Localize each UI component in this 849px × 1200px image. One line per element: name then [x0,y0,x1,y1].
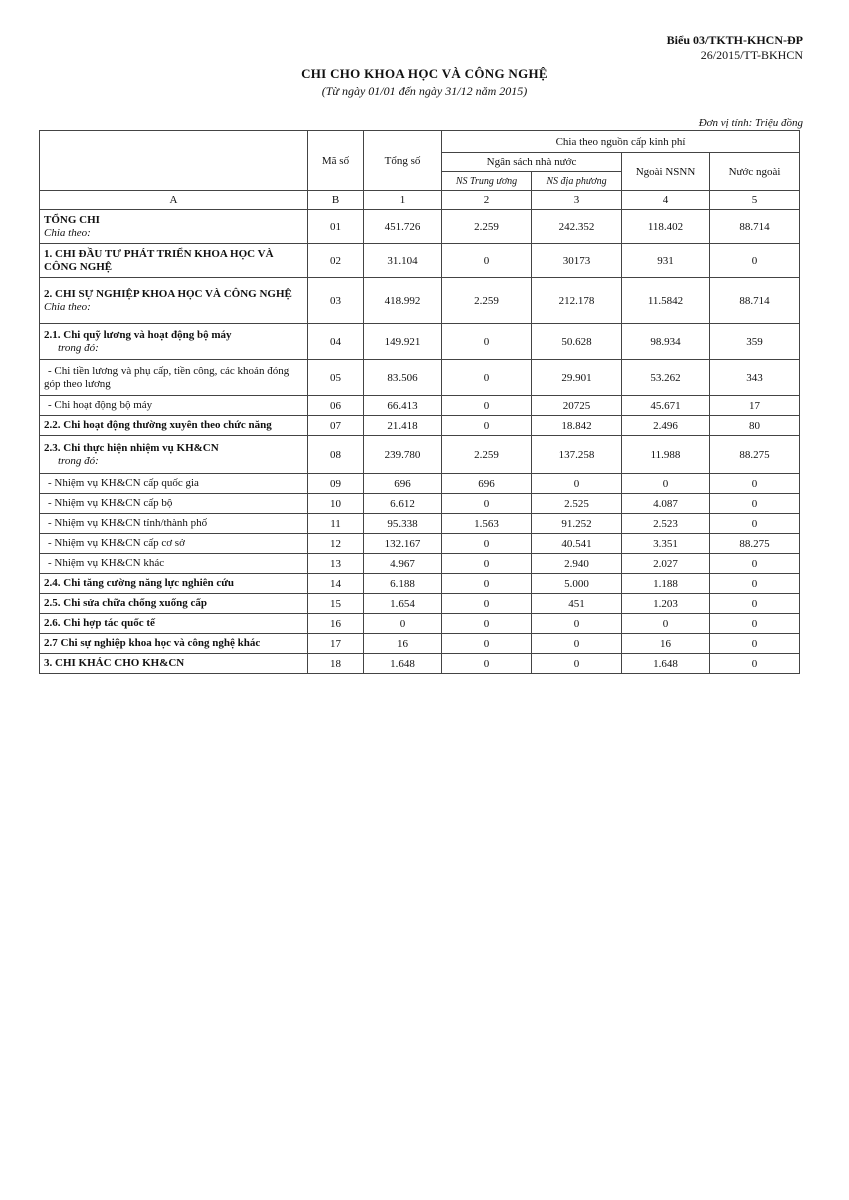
row-value: 45.671 [622,396,710,416]
row-code: 16 [308,614,364,634]
row-label: - Nhiệm vụ KH&CN cấp quốc gia [48,477,199,489]
row-label: - Nhiệm vụ KH&CN khác [48,557,165,569]
row-label: - Nhiệm vụ KH&CN cấp bộ [48,497,173,509]
row-value: 0 [442,614,532,634]
page-subtitle: (Từ ngày 01/01 đến ngày 31/12 năm 2015) [321,84,528,98]
row-label: 2.2. Chi hoạt động thường xuyên theo chức năng [44,419,272,431]
header-col-a [40,131,308,191]
index-cell: 2 [442,191,532,210]
index-cell: 3 [532,191,622,210]
row-value: 696 [442,474,532,494]
row-value: 0 [532,654,622,674]
header-ngan-sach: Ngân sách nhà nước [442,153,622,172]
row-value: 2.940 [532,554,622,574]
row-value: 0 [710,494,800,514]
table-row [40,514,800,534]
row-value: 21.418 [364,416,442,436]
row-code: 14 [308,574,364,594]
row-label-cell [40,436,308,474]
row-value: 80 [710,416,800,436]
row-value: 18.842 [532,416,622,436]
form-code-line-1: Biểu 03/TKTH-KHCN-ĐP [666,33,803,47]
form-code [667,33,803,63]
table-body [40,210,800,674]
row-value: 0 [622,474,710,494]
row-label: - Nhiệm vụ KH&CN tỉnh/thành phố [48,517,208,529]
row-label-cell [40,654,308,674]
row-code: 05 [308,360,364,396]
row-code: 17 [308,634,364,654]
expenditure-table [39,130,800,674]
row-value: 0 [442,244,532,278]
row-code: 10 [308,494,364,514]
row-value: 2.525 [532,494,622,514]
row-label: 3. CHI KHÁC CHO KH&CN [44,657,185,669]
index-cell: 1 [364,191,442,210]
row-value: 16 [622,634,710,654]
row-value: 53.262 [622,360,710,396]
row-value: 5.000 [532,574,622,594]
row-label: 2. CHI SỰ NGHIỆP KHOA HỌC VÀ CÔNG NGHỆ [44,287,292,300]
row-code: 08 [308,436,364,474]
row-code: 18 [308,654,364,674]
row-label: TỔNG CHI [44,213,100,226]
header-nuoc-ngoai: Nước ngoài [710,153,800,191]
table-row [40,534,800,554]
row-sublabel: trong đó: [58,454,99,467]
row-code: 06 [308,396,364,416]
row-value: 0 [442,594,532,614]
row-value: 137.258 [532,436,622,474]
table-row [40,360,800,396]
row-value: 0 [710,514,800,534]
row-value: 149.921 [364,324,442,360]
index-cell: A [40,191,308,210]
row-value: 931 [622,244,710,278]
row-label: 1. CHI ĐẦU TƯ PHÁT TRIỂN KHOA HỌC VÀ CÔNG NGHỆ [44,247,274,273]
table-row [40,416,800,436]
row-label-cell [40,534,308,554]
table-row [40,474,800,494]
table-row [40,634,800,654]
row-value: 50.628 [532,324,622,360]
row-value: 1.648 [364,654,442,674]
row-value: 98.934 [622,324,710,360]
row-value: 118.402 [622,210,710,244]
table-row [40,494,800,514]
row-value: 0 [442,654,532,674]
row-value: 1.563 [442,514,532,534]
table-row [40,554,800,574]
row-code: 07 [308,416,364,436]
row-value: 2.496 [622,416,710,436]
row-label-cell [40,514,308,534]
table-row [40,324,800,360]
header-chia-theo: Chia theo nguồn cấp kinh phí [442,131,800,153]
row-value: 0 [710,554,800,574]
row-label: - Chi tiền lương và phụ cấp, tiền công, các khoản đóng góp theo lương [44,364,290,390]
row-value: 0 [442,534,532,554]
row-value: 0 [442,494,532,514]
row-value: 88.275 [710,436,800,474]
row-value: 0 [710,614,800,634]
row-label: 2.7 Chi sự nghiệp khoa học và công nghệ khác [44,637,261,649]
row-code: 02 [308,244,364,278]
row-label: 2.6. Chi hợp tác quốc tế [44,617,155,629]
header-ns-dia-phuong: NS địa phương [532,172,622,191]
row-value: 343 [710,360,800,396]
row-value: 0 [442,360,532,396]
table-row [40,244,800,278]
row-value: 88.714 [710,210,800,244]
form-code-line-2: 26/2015/TT-BKHCN [700,48,803,62]
row-value: 88.714 [710,278,800,324]
row-code: 12 [308,534,364,554]
row-value: 2.259 [442,436,532,474]
row-sublabel: trong đó: [58,341,99,354]
page-title: CHI CHO KHOA HỌC VÀ CÔNG NGHỆ [301,66,548,81]
header-ma-so: Mã số [308,131,364,191]
index-cell: 4 [622,191,710,210]
row-value: 95.338 [364,514,442,534]
row-value: 0 [710,574,800,594]
row-label-cell [40,594,308,614]
row-label-cell [40,554,308,574]
row-value: 0 [442,396,532,416]
row-value: 451.726 [364,210,442,244]
row-value: 17 [710,396,800,416]
header-ns-trung-uong: NS Trung ương [442,172,532,191]
row-value: 0 [442,416,532,436]
header-tong-so: Tổng số [364,131,442,191]
row-value: 6.188 [364,574,442,594]
row-value: 91.252 [532,514,622,534]
row-value: 0 [442,554,532,574]
table-row [40,396,800,416]
row-label-cell [40,474,308,494]
title-block [0,66,849,99]
row-label: 2.5. Chi sửa chữa chống xuống cấp [44,597,207,609]
row-value: 11.5842 [622,278,710,324]
row-label-cell [40,396,308,416]
row-label-cell [40,210,308,244]
row-value: 4.087 [622,494,710,514]
row-code: 03 [308,278,364,324]
row-value: 11.988 [622,436,710,474]
row-code: 13 [308,554,364,574]
index-cell: 5 [710,191,800,210]
row-value: 30173 [532,244,622,278]
row-code: 15 [308,594,364,614]
row-value: 6.612 [364,494,442,514]
row-sublabel: Chia theo: [44,300,91,313]
table-row [40,594,800,614]
row-code: 11 [308,514,364,534]
row-value: 0 [532,634,622,654]
row-label-cell [40,614,308,634]
row-value: 2.027 [622,554,710,574]
row-value: 696 [364,474,442,494]
row-code: 09 [308,474,364,494]
row-value: 1.654 [364,594,442,614]
row-value: 242.352 [532,210,622,244]
row-value: 40.541 [532,534,622,554]
row-label: 2.3. Chi thực hiện nhiệm vụ KH&CN [44,441,219,454]
row-value: 1.203 [622,594,710,614]
row-value: 0 [532,474,622,494]
row-value: 0 [442,574,532,594]
row-value: 239.780 [364,436,442,474]
row-value: 20725 [532,396,622,416]
row-label-cell [40,494,308,514]
row-label: - Nhiệm vụ KH&CN cấp cơ sở [48,537,185,549]
unit-label: Đơn vị tính: Triệu đồng [698,117,803,129]
row-value: 31.104 [364,244,442,278]
row-label: 2.4. Chi tăng cường năng lực nghiên cứu [44,577,235,589]
table-row [40,210,800,244]
row-value: 0 [622,614,710,634]
column-index-row [40,191,800,210]
row-label-cell [40,278,308,324]
row-code: 01 [308,210,364,244]
header-ngoai-nsnn: Ngoài NSNN [622,153,710,191]
row-value: 0 [442,324,532,360]
row-value: 83.506 [364,360,442,396]
row-value: 132.167 [364,534,442,554]
row-value: 2.259 [442,210,532,244]
row-value: 1.648 [622,654,710,674]
row-code: 04 [308,324,364,360]
row-value: 0 [364,614,442,634]
row-value: 0 [710,474,800,494]
table-row [40,654,800,674]
row-value: 0 [710,654,800,674]
row-value: 0 [532,614,622,634]
row-sublabel: Chia theo: [44,226,91,239]
row-value: 2.259 [442,278,532,324]
row-value: 29.901 [532,360,622,396]
row-value: 0 [710,594,800,614]
table-row [40,278,800,324]
row-label-cell [40,324,308,360]
row-value: 212.178 [532,278,622,324]
table-row [40,614,800,634]
table-row [40,574,800,594]
row-value: 1.188 [622,574,710,594]
row-label-cell [40,416,308,436]
row-value: 16 [364,634,442,654]
row-label-cell [40,574,308,594]
row-label-cell [40,244,308,278]
row-label-cell [40,360,308,396]
row-value: 0 [442,634,532,654]
row-value: 2.523 [622,514,710,534]
row-value: 4.967 [364,554,442,574]
row-value: 66.413 [364,396,442,416]
row-label-cell [40,634,308,654]
row-label: 2.1. Chi quỹ lương và hoạt động bộ máy [44,328,232,341]
index-cell: B [308,191,364,210]
row-value: 0 [710,244,800,278]
table-row [40,436,800,474]
row-value: 359 [710,324,800,360]
row-label: - Chi hoạt động bộ máy [48,399,153,411]
row-value: 418.992 [364,278,442,324]
row-value: 451 [532,594,622,614]
row-value: 0 [710,634,800,654]
row-value: 3.351 [622,534,710,554]
row-value: 88.275 [710,534,800,554]
